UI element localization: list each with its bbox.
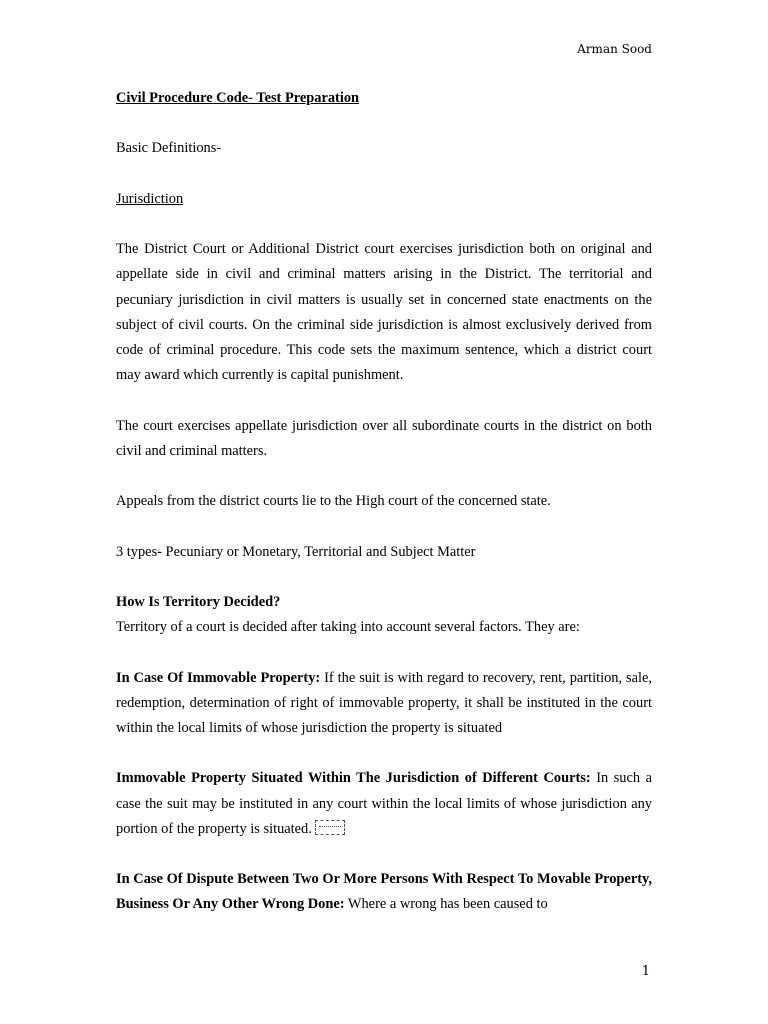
document-title: [116, 86, 652, 111]
document-body: [116, 86, 652, 943]
clause-label: In Case Of Dispute Between Two Or More Persons With Respect To Movable Property, Business Or Any Other Wrong Done:: [116, 871, 652, 913]
paragraph-types: 3 types- Pecuniary or Monetary, Territorial and Subject Matter: [116, 543, 476, 560]
page-number: 1: [641, 964, 650, 979]
paragraph-district-court: The District Court or Additional District court exercises jurisdiction both on original and appellate side in civil and criminal matters arising in the District. The territorial and pecuniary jurisdiction in civil matters is usually set in concerned state enactments on the subject of civil courts. On the criminal side jurisdiction is almost exclusively derived from code of criminal procedure. This code sets the maximum sentence, which a district court may award which currently is capital punishment.: [116, 241, 652, 384]
clause-immovable-property: [116, 666, 652, 742]
paragraph-appellate-jurisdiction: The court exercises appellate jurisdiction over all subordinate courts in the district on both civil and criminal matters.: [116, 417, 652, 459]
paragraph-appeals: Appeals from the district courts lie to the High court of the concerned state.: [116, 493, 551, 510]
jurisdiction-heading: Jurisdiction: [116, 190, 184, 207]
header-author: Arman Sood: [577, 42, 652, 56]
clause-different-courts: [116, 766, 652, 842]
clause-text: If the suit is with regard to recovery, rent, partition, sale, redemption, determination of right of immovable property, it shall be instituted in the court within the local limits of whose jurisdiction the property is situated: [116, 669, 652, 736]
section-heading: [116, 187, 652, 212]
clause-text: In such a case the suit may be instituted in any court within the local limits of whose jurisdiction any portion of the property is situated.: [116, 770, 653, 837]
territory-heading: How Is Territory Decided?: [116, 593, 281, 610]
basic-definitions-heading: Basic Definitions-: [116, 140, 222, 157]
clause-text: Where a wrong has been caused to: [344, 896, 548, 913]
clause-movable-property: [116, 867, 652, 917]
document-title-text: Civil Procedure Code- Test Preparation: [116, 90, 360, 106]
clause-label: Immovable Property Situated Within The Jurisdiction of Different Courts:: [116, 770, 591, 787]
line-separator-icon: [315, 820, 345, 835]
territory-intro: Territory of a court is decided after taking into account several factors. They are:: [116, 619, 580, 636]
clause-label: In Case Of Immovable Property:: [116, 669, 321, 686]
